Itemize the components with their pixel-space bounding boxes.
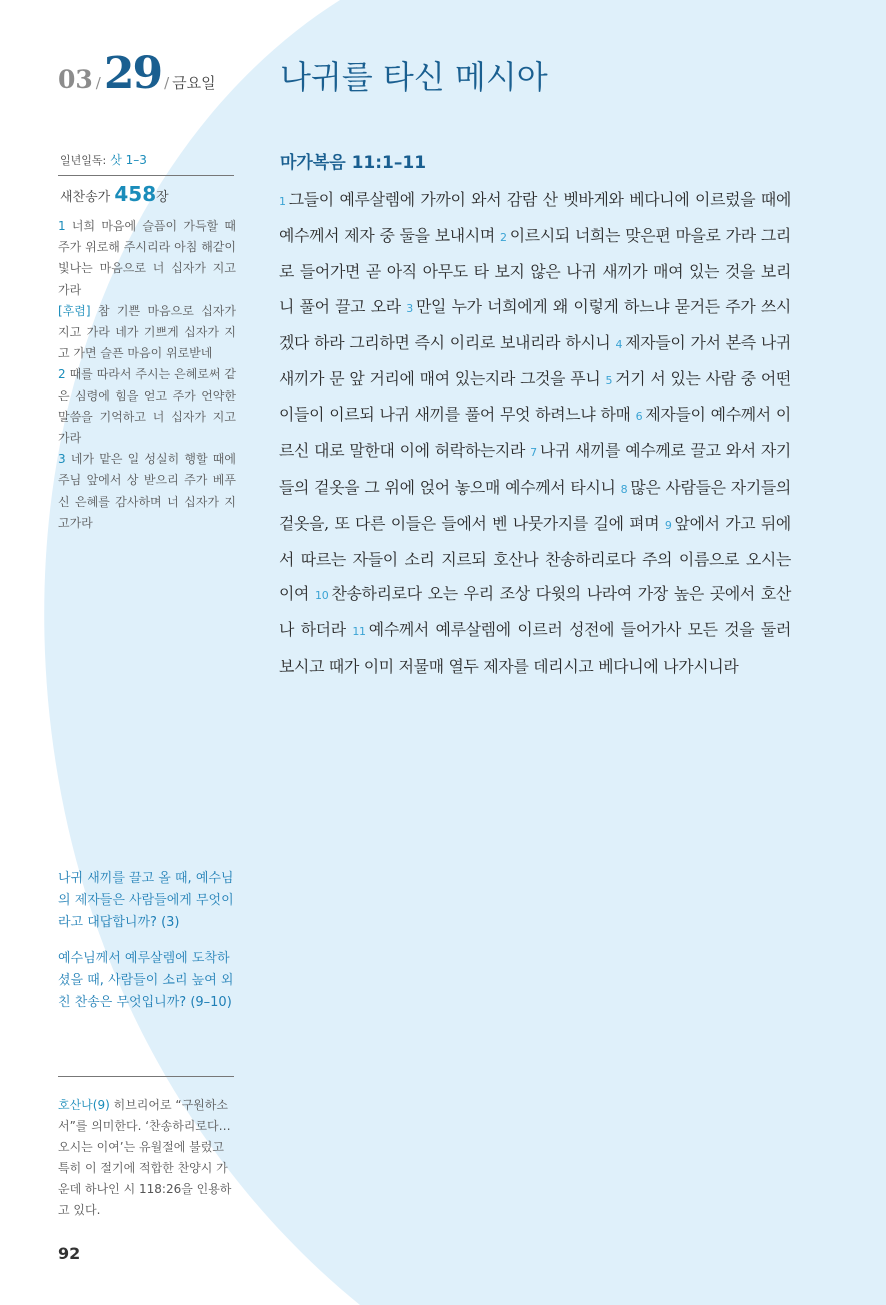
verse-number: 9 bbox=[664, 518, 672, 532]
hymn-verse-number: 3 bbox=[58, 452, 66, 467]
verse-number: 1 bbox=[279, 195, 286, 208]
passage-reference: 마가복음 11:1–11 bbox=[280, 153, 427, 173]
verse-text: 찬송하리로다 오는 우리 조상 다윗의 나라여 가장 높은 곳에서 호산나 하더라 bbox=[279, 584, 791, 640]
hymn-verse bbox=[58, 216, 236, 301]
date bbox=[58, 48, 216, 99]
verse-text: 거기 서 있는 사람 중 어떤 이들이 이르되 나귀 새끼를 풀어 무엇 하려느냐 하매 bbox=[279, 369, 791, 425]
verse-number: 7 bbox=[530, 446, 537, 460]
hymn-verse-number: [후렴] bbox=[58, 303, 91, 318]
note-text: 히브리어로 “구원하소서”를 의미한다. ‘찬송하리로다…오시는 이여’는 유월절에 불렀고 특히 이 절기에 적합한 찬양시 가운데 하나인 시 118:26을 인용하고 있다. bbox=[58, 1098, 232, 1217]
verse-number: 5 bbox=[605, 374, 613, 388]
verse-number: 11 bbox=[352, 625, 366, 639]
hymn-verse bbox=[58, 449, 236, 534]
study-questions bbox=[58, 868, 238, 1028]
date-separator: / bbox=[164, 74, 170, 92]
reading-plan-label: 일년일독: bbox=[60, 154, 107, 167]
verse-text: 예수께서 예루살렘에 이르러 성전에 들어가사 모든 것을 둘러 보시고 때가 이미 저물매 열두 제자를 데리시고 베다니에 나가시니라 bbox=[279, 620, 791, 676]
note-term: 호산나(9) bbox=[58, 1098, 110, 1112]
hymn-verse bbox=[58, 301, 236, 365]
hymn-verse-text: 때를 따라서 주시는 은혜로써 같은 심령에 힘을 얻고 주가 언약한 말씀을 기억하고 너 십자가 지고 가라 bbox=[58, 367, 236, 446]
divider bbox=[58, 1076, 234, 1077]
verse-number: 10 bbox=[315, 589, 329, 603]
verse-text: 많은 사람들은 자기들의 겉옷을, 또 다른 이들은 들에서 벤 나뭇가지를 길에 펴며 bbox=[279, 477, 791, 533]
hymn-prefix: 새찬송가 bbox=[60, 190, 111, 205]
hymn-verse-number: 1 bbox=[58, 219, 66, 233]
page-title: 나귀를 타신 메시아 bbox=[280, 58, 548, 96]
divider bbox=[58, 175, 234, 176]
verse-text: 나귀 새끼를 예수께로 끌고 와서 자기들의 겉옷을 그 위에 얹어 놓으매 예수께서 타시니 bbox=[279, 441, 791, 497]
verse-number: 6 bbox=[635, 410, 643, 424]
verse-number: 3 bbox=[406, 301, 413, 315]
date-month: 03 bbox=[58, 65, 93, 94]
scripture-passage bbox=[279, 183, 791, 684]
verse-text: 이르시되 너희는 맞은편 마을로 가라 그리로 들어가면 곧 아직 아무도 타 보지 않은 나귀 새끼가 매여 있는 것을 보리니 풀어 끌고 오라 bbox=[279, 226, 791, 316]
verse-text: 만일 누가 너희에게 왜 이렇게 하느냐 묻거든 주가 쓰시겠다 하라 그리하면 즉시 이리로 보내리라 하시니 bbox=[279, 296, 791, 352]
date-day: 29 bbox=[103, 48, 162, 99]
verse-number: 8 bbox=[620, 482, 628, 496]
verse-text: 제자들이 가서 본즉 나귀 새끼가 문 앞 거리에 매여 있는지라 그것을 푸니 bbox=[279, 332, 791, 389]
question: 나귀 새끼를 끌고 올 때, 예수님의 제자들은 사람들에게 무엇이라고 대답합니까? (3) bbox=[58, 871, 234, 930]
verse-text: 제자들이 예수께서 이르신 대로 말한대 이에 허락하는지라 bbox=[279, 405, 791, 461]
hymn-verse-text: 참 기쁜 마음으로 십자가 지고 가라 네가 기쁘게 십자가 지고 가면 슬픈 마음이 위로받네 bbox=[58, 303, 236, 361]
hymn-number: 458 bbox=[114, 182, 157, 206]
question: 예수님께서 예루살렘에 도착하셨을 때, 사람들이 소리 높여 외친 찬송은 무엇입니까? (9–10) bbox=[58, 951, 234, 1010]
hymn-suffix: 장 bbox=[156, 190, 169, 205]
verse-number: 2 bbox=[500, 231, 507, 245]
hymn-verse-text: 너희 마음에 슬픔이 가득할 때 주가 위로해 주시리라 아침 해같이 빛나는 마음으로 너 십자가 지고 가라 bbox=[58, 219, 236, 297]
date-separator: / bbox=[95, 74, 101, 92]
hymn-verse bbox=[58, 364, 236, 449]
verse-text: 앞에서 가고 뒤에서 따르는 자들이 소리 지르되 호산나 찬송하리로다 주의 이름으로 오시는 이여 bbox=[279, 513, 791, 604]
verse-text: 그들이 예루살렘에 가까이 와서 감람 산 벳바게와 베다니에 이르렀을 때에 예수께서 제자 중 둘을 보내시며 bbox=[279, 190, 791, 246]
hymn-heading bbox=[60, 182, 169, 206]
hymn-lyrics bbox=[58, 216, 236, 534]
hymn-verse-number: 2 bbox=[58, 367, 66, 382]
glossary-note bbox=[58, 1095, 238, 1221]
reading-plan bbox=[60, 151, 147, 168]
hymn-verse-text: 네가 맡은 일 성실히 행할 때에 주님 앞에서 상 받으리 주가 베푸신 은혜를 감사하며 너 십자가 지고가라 bbox=[58, 452, 236, 530]
date-weekday: 금요일 bbox=[172, 74, 216, 92]
reading-plan-value: 삿 1–3 bbox=[110, 153, 147, 167]
verse-number: 4 bbox=[615, 337, 623, 351]
page-number: 92 bbox=[58, 1244, 81, 1263]
